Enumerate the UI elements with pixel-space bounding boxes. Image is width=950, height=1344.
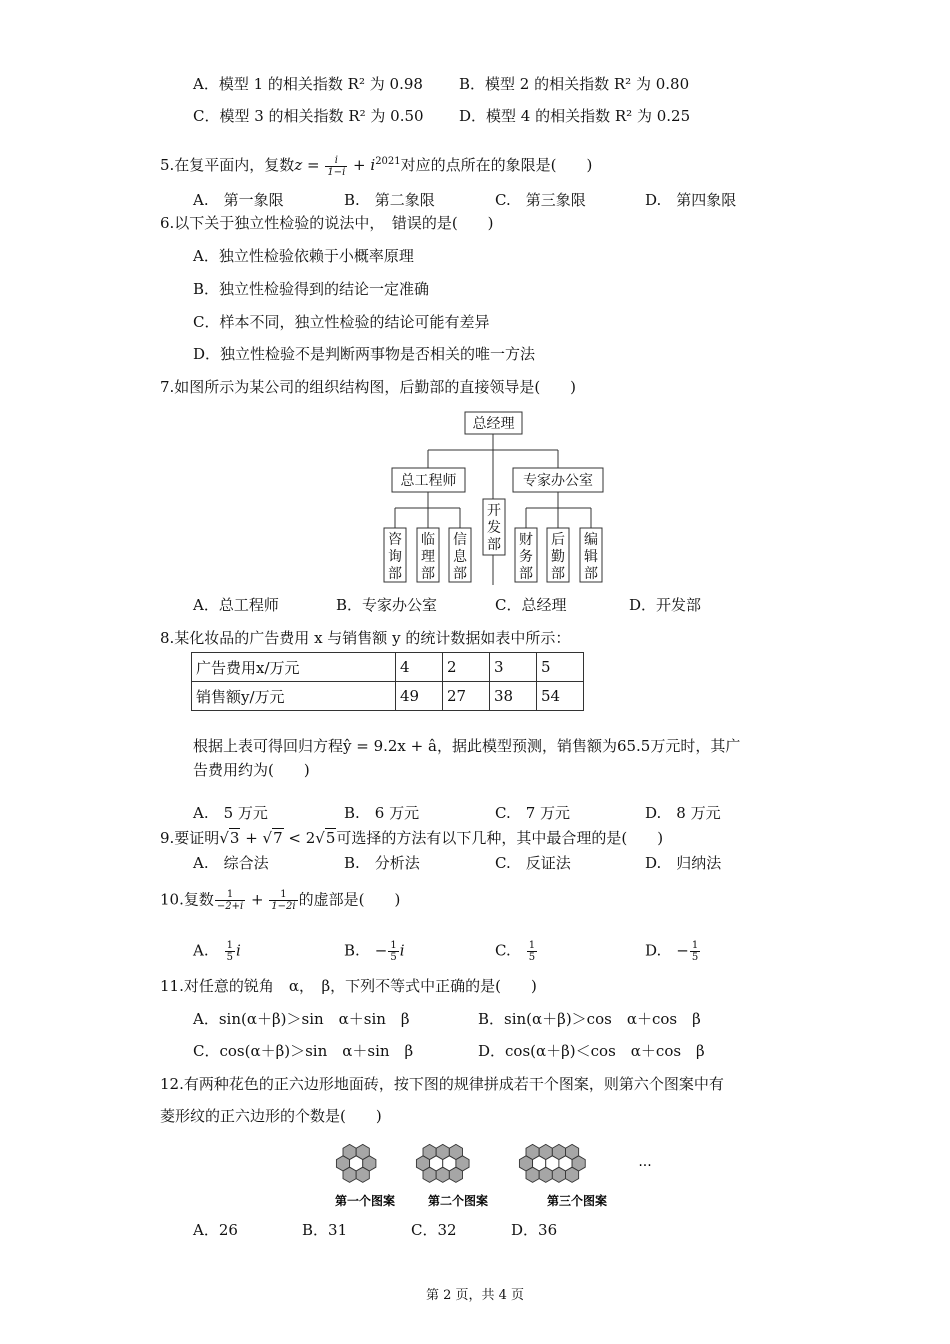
org-left-mid: 总工程师 xyxy=(400,473,457,489)
q6-option-d: D．独立性检验不是判断两事物是否相关的唯一方法 xyxy=(193,345,536,363)
table-cell: 38 xyxy=(490,682,537,711)
q9-less: < 2 xyxy=(283,829,316,847)
q10-option-b xyxy=(344,940,405,963)
q5-den: 1−i xyxy=(327,166,346,178)
q9-option-d: D. 归纳法 xyxy=(645,854,722,872)
q12-option-c: C．32 xyxy=(411,1221,457,1239)
org-l3-3: 部 xyxy=(453,566,467,582)
q9-option-c: C. 反证法 xyxy=(495,854,571,872)
q6-option-b: B．独立性检验得到的结论一定准确 xyxy=(193,280,430,298)
table-cell: 49 xyxy=(396,682,443,711)
grey-hexagon-tile xyxy=(449,1167,462,1182)
page-footer: 第 2 页，共 4 页 xyxy=(425,1288,525,1303)
org-l3-1: 信 xyxy=(453,532,467,548)
q10-prefix: 10.复数 xyxy=(160,890,214,909)
q8-option-c: C. 7 万元 xyxy=(495,804,571,822)
q9-suffix: 可选择的方法有以下几种，其中最合理的是( ) xyxy=(336,829,664,847)
q7-stem: 7.如图所示为某公司的组织结构图，后勤部的直接领导是( ) xyxy=(160,378,577,396)
org-r2-3: 部 xyxy=(551,566,565,582)
grey-hexagon-tile xyxy=(552,1167,565,1182)
q8-stem: 8.某化妆品的广告费用 x 与销售额 y 的统计数据如表中所示： xyxy=(160,629,571,647)
q9-radicand-1: 3 xyxy=(229,829,240,847)
q10-c-letter: C. xyxy=(495,941,526,960)
org-l3-2: 息 xyxy=(453,549,467,565)
q10-f2-den: 1−2i xyxy=(271,901,296,912)
grey-hexagon-tile xyxy=(526,1167,539,1182)
q5-suffix: 对应的点所在的象限是( ) xyxy=(400,156,593,174)
org-l2-3: 部 xyxy=(421,566,435,582)
org-top: 总经理 xyxy=(472,416,515,432)
grey-hexagon-tile xyxy=(423,1167,436,1182)
q9-option-b: B. 分析法 xyxy=(344,854,420,872)
q6-option-a: A．独立性检验依赖于小概率原理 xyxy=(193,247,414,265)
q10-a-den: 5 xyxy=(226,952,233,963)
q8-option-d: D. 8 万元 xyxy=(645,804,721,822)
q12-option-b: B．31 xyxy=(302,1221,348,1239)
q10-d-den: 5 xyxy=(691,952,699,963)
q12-stem-1: 12.有两种花色的正六边形地面砖，按下图的规律拼成若干个图案，则第六个图案中有 xyxy=(160,1075,724,1093)
q10-d-num: 1 xyxy=(691,940,699,951)
q10-c-frac xyxy=(527,940,537,963)
caption-pattern-1: 第一个图案 xyxy=(334,1194,396,1208)
q8-option-a: A. 5 万元 xyxy=(193,804,268,822)
q5-prefix: 5.在复平面内，复数 xyxy=(160,156,295,174)
q10-a-frac xyxy=(225,940,235,963)
table-cell: 4 xyxy=(396,653,443,682)
org-r2-1: 后 xyxy=(551,532,565,548)
q11-option-a: A．sin(α＋β)＞sin α＋sin β xyxy=(193,1010,410,1028)
q8-text-1: 根据上表可得回归方程ŷ = 9.2x + â，据此模型预测，销售额为65.5万元时，其广 xyxy=(193,737,741,755)
org-chart xyxy=(380,405,610,585)
q9-prefix: 9.要证明 xyxy=(160,829,220,847)
q5-option-b: B. 第二象限 xyxy=(344,191,435,209)
q10-stem xyxy=(160,889,400,912)
q10-f1-num: 1 xyxy=(215,889,245,901)
q10-option-c xyxy=(495,940,538,963)
q5-num: i xyxy=(325,155,347,167)
table-cell: 27 xyxy=(443,682,490,711)
q9-radicand-3: 5 xyxy=(325,829,336,847)
q12-stem-2: 菱形纹的正六边形的个数是( ) xyxy=(160,1107,382,1125)
q10-d-frac xyxy=(690,940,700,963)
grey-hexagon-tile xyxy=(343,1167,356,1182)
table-cell: 3 xyxy=(490,653,537,682)
q10-suffix: 的虚部是( ) xyxy=(298,890,401,909)
q4-option-a: A．模型 1 的相关指数 R² 为 0.98 xyxy=(193,75,423,93)
q5-plus-i: + i xyxy=(348,156,376,174)
org-center-2: 发 xyxy=(487,520,501,536)
q10-f1-den: −2+i xyxy=(216,901,244,912)
org-l2-1: 临 xyxy=(421,532,435,548)
q8-text-2: 告费用约为( ) xyxy=(193,761,310,779)
org-l2-2: 理 xyxy=(421,549,435,565)
q10-a-num: 1 xyxy=(226,940,233,951)
q7-option-b: B．专家办公室 xyxy=(336,596,438,614)
org-r2-2: 勤 xyxy=(551,549,565,565)
org-r3-1: 编 xyxy=(584,532,598,548)
q4-option-b: B．模型 2 的相关指数 R² 为 0.80 xyxy=(459,75,690,93)
q5-option-d: D. 第四象限 xyxy=(645,191,737,209)
q10-b-num: 1 xyxy=(390,940,397,951)
grey-hexagon-tile xyxy=(356,1167,369,1182)
q12-option-a: A．26 xyxy=(193,1221,238,1239)
q10-b-tail: i xyxy=(399,941,405,960)
table-cell: 广告费用x/万元 xyxy=(192,653,396,682)
grey-hexagon-tile xyxy=(436,1167,449,1182)
q11-option-c: C．cos(α＋β)＞sin α＋sin β xyxy=(193,1042,414,1060)
q9-radicand-2: 7 xyxy=(273,829,283,847)
q10-plus: + xyxy=(246,890,269,909)
hexagon-pattern-figure xyxy=(330,1140,670,1212)
q10-option-a xyxy=(193,940,241,963)
org-center-3: 部 xyxy=(487,537,501,553)
table-cell: 2 xyxy=(443,653,490,682)
q10-b-letter: B. xyxy=(344,941,375,960)
q10-d-letter: D. xyxy=(645,941,677,960)
q6-stem: 6.以下关于独立性检验的说法中， 错误的是( ) xyxy=(160,214,494,232)
q5-option-a: A. 第一象限 xyxy=(193,191,284,209)
org-center-1: 开 xyxy=(487,503,501,519)
q10-b-frac xyxy=(388,940,398,963)
q5-z: z xyxy=(294,156,303,174)
q11-option-d: D．cos(α＋β)＜cos α＋cos β xyxy=(478,1042,705,1060)
table-row xyxy=(192,682,584,711)
table-row xyxy=(192,653,584,682)
q5-option-c: C. 第三象限 xyxy=(495,191,586,209)
q7-option-a: A．总工程师 xyxy=(193,596,279,614)
q8-table xyxy=(191,652,584,711)
q12-option-d: D．36 xyxy=(511,1221,558,1239)
ellipsis: ··· xyxy=(638,1158,652,1174)
grey-hexagon-tile xyxy=(539,1167,552,1182)
caption-pattern-3: 第三个图案 xyxy=(546,1194,608,1208)
org-r1-3: 部 xyxy=(519,566,533,582)
q8-option-b: B. 6 万元 xyxy=(344,804,420,822)
q4-option-c: C．模型 3 的相关指数 R² 为 0.50 xyxy=(193,107,424,125)
table-cell: 5 xyxy=(537,653,584,682)
q10-d-sign: − xyxy=(676,941,689,960)
q10-a-tail: i xyxy=(235,941,241,960)
q10-c-den: 5 xyxy=(528,952,536,963)
q10-fraction-2 xyxy=(269,889,297,912)
q10-a-letter: A. xyxy=(193,941,224,960)
q7-option-d: D．开发部 xyxy=(629,596,702,614)
table-cell: 销售额y/万元 xyxy=(192,682,396,711)
q10-c-num: 1 xyxy=(528,940,536,951)
org-r3-2: 辑 xyxy=(584,549,598,565)
q5-fraction xyxy=(325,155,347,178)
q6-option-c: C．样本不同，独立性检验的结论可能有差异 xyxy=(193,313,490,331)
org-r3-3: 部 xyxy=(584,566,598,582)
org-right-mid: 专家办公室 xyxy=(523,473,593,489)
org-r1-1: 财 xyxy=(519,532,533,548)
q10-b-sign: − xyxy=(374,941,388,960)
q10-fraction-1 xyxy=(215,889,245,912)
q9-plus: + xyxy=(240,829,263,847)
q7-option-c: C．总经理 xyxy=(495,596,567,614)
q11-option-b: B．sin(α＋β)＞cos α＋cos β xyxy=(478,1010,701,1028)
q10-b-den: 5 xyxy=(390,952,397,963)
q11-stem: 11.对任意的锐角 α， β，下列不等式中正确的是( ) xyxy=(160,977,537,995)
table-cell: 54 xyxy=(537,682,584,711)
org-r1-2: 务 xyxy=(519,549,533,565)
org-l1-2: 询 xyxy=(388,549,402,565)
caption-pattern-2: 第二个图案 xyxy=(427,1194,489,1208)
q5-exponent: 2021 xyxy=(375,156,401,167)
grey-hexagon-tile xyxy=(565,1167,578,1182)
org-l1-1: 咨 xyxy=(388,532,402,548)
org-l1-3: 部 xyxy=(388,566,402,582)
q5-eq: = xyxy=(302,156,325,174)
q4-option-d: D．模型 4 的相关指数 R² 为 0.25 xyxy=(459,107,691,125)
q9-stem: 9.要证明√3 + √7 < 2√5可选择的方法有以下几种，其中最合理的是( ) xyxy=(160,829,664,847)
q5-stem xyxy=(160,152,592,178)
q9-option-a: A. 综合法 xyxy=(193,854,269,872)
hexagon-tiles xyxy=(336,1144,585,1182)
q10-option-d xyxy=(645,940,701,963)
q10-f2-num: 1 xyxy=(269,889,297,901)
